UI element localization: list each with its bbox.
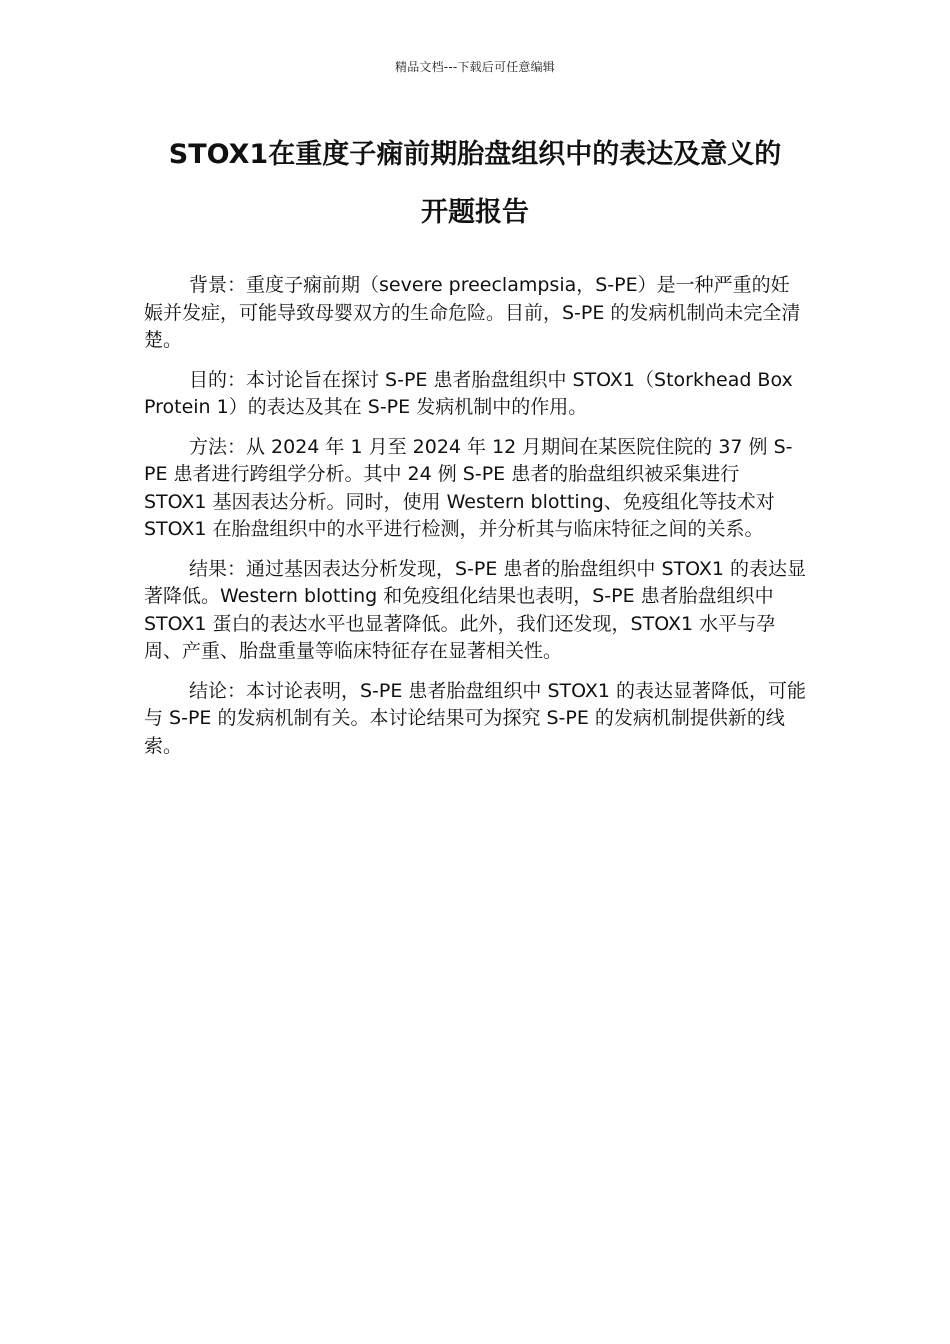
paragraph-background: 背景：重度子痫前期（severe preeclampsia，S-PE）是一种严重的妊娠并发症，可能导致母婴双方的生命危险。目前，S-PE 的发病机制尚未完全清楚。 (144, 274, 801, 351)
paragraph-conclusion: 结论：本讨论表明，S-PE 患者胎盘组织中 STOX1 的表达显著降低，可能与 S-PE 的发病机制有关。本讨论结果可为探究 S-PE 的发病机制提供新的线索。 (144, 679, 807, 757)
document-title (120, 126, 830, 242)
header-note: 精品文档---下载后可任意编辑 (395, 60, 555, 74)
paragraph-objective: 目的：本讨论旨在探讨 S-PE 患者胎盘组织中 STOX1（Storkhead Box Protein 1）的表达及其在 S-PE 发病机制中的作用。 (144, 368, 793, 418)
paragraph-methods: 方法：从 2024 年 1 月至 2024 年 12 月期间在某医院住院的 37 例 S-PE 患者进行跨组学分析。其中 24 例 S-PE 患者的胎盘组织被采集进行 STOX1 基因表达分析。同时，使用 Western blotting、免疫组化等技术对 STOX1 在胎盘组织中的水平进行检测，并分析其与临床特征之间的关系。 (144, 435, 793, 540)
title-line-1: STOX1在重度子痫前期胎盘组织中的表达及意义的 (168, 139, 782, 170)
paragraph-results: 结果：通过基因表达分析发现，S-PE 患者的胎盘组织中 STOX1 的表达显著降低。Western blotting 和免疫组化结果也表明，S-PE 患者胎盘组织中 STOX1 蛋白的表达水平也显著降低。此外，我们还发现，STOX1 水平与孕周、产重、胎盘重量等临床特征存在显著相关性。 (144, 557, 807, 662)
document-body (144, 272, 806, 772)
title-line-2: 开题报告 (421, 197, 529, 228)
